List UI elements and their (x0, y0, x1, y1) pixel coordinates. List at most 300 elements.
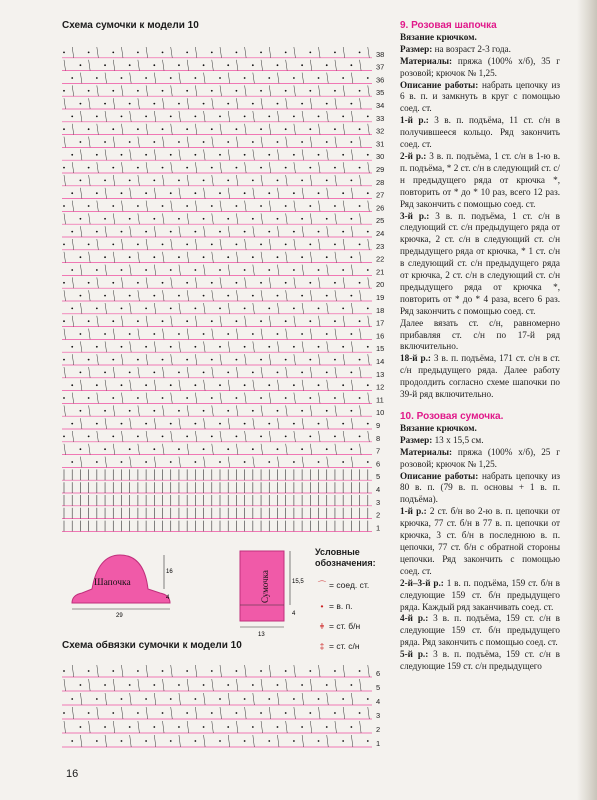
stitch (105, 693, 107, 705)
stitch (171, 393, 173, 404)
left-column (60, 20, 390, 780)
stitch (89, 367, 91, 378)
chain-stitch (121, 269, 123, 271)
stitch (113, 252, 115, 263)
chain-stitch (236, 436, 238, 438)
stitch (154, 149, 156, 160)
stitch (105, 735, 107, 747)
stitch (335, 175, 337, 186)
stitch (360, 721, 362, 733)
stitch (105, 226, 107, 237)
chain-stitch (162, 320, 164, 322)
chain-stitch (268, 346, 270, 348)
stitch (327, 303, 329, 314)
row-number: 26 (376, 203, 385, 213)
stitch (138, 290, 140, 301)
stitch (368, 124, 370, 135)
chain-stitch (178, 684, 180, 686)
chain-stitch (350, 64, 352, 66)
chain-stitch (268, 154, 270, 156)
chain-stitch (63, 397, 65, 399)
chart-row (62, 693, 380, 706)
chain-stitch (293, 740, 295, 742)
chain-stitch (162, 670, 164, 672)
chain-stitch (334, 205, 336, 207)
stitch (368, 431, 370, 442)
stitch (187, 60, 189, 71)
stitch (146, 47, 148, 58)
stitch (294, 239, 296, 250)
stitch (64, 405, 66, 416)
stitch (236, 721, 238, 733)
chain-stitch (137, 205, 139, 207)
chain-stitch (367, 269, 369, 271)
stitch (360, 444, 362, 455)
stitch (228, 457, 230, 468)
stitch (80, 111, 82, 122)
chain-stitch (121, 231, 123, 233)
stitch (335, 252, 337, 263)
stitch (204, 341, 206, 352)
stitch (310, 405, 312, 416)
chain-stitch (112, 52, 114, 54)
chain-stitch (260, 244, 262, 246)
chain-stitch (80, 256, 82, 258)
chain-stitch (178, 295, 180, 297)
stitch (138, 98, 140, 109)
chain-stitch (350, 448, 352, 450)
stitch (351, 303, 353, 314)
chain-stitch (145, 154, 147, 156)
row-number: 32 (376, 126, 385, 136)
chain-stitch (367, 192, 369, 194)
chain-stitch (96, 269, 98, 271)
chain-stitch (121, 346, 123, 348)
chain-stitch (178, 180, 180, 182)
legend (315, 547, 395, 651)
chain-stitch (342, 77, 344, 79)
chain-stitch (301, 141, 303, 143)
chain-stitch (268, 231, 270, 233)
chain-stitch (121, 461, 123, 463)
chain-stitch (203, 180, 205, 182)
stitch (163, 405, 165, 416)
stitch (138, 444, 140, 455)
stitch (89, 721, 91, 733)
stitch (195, 277, 197, 288)
chain-stitch (227, 372, 229, 374)
stitch (327, 111, 329, 122)
stitch (212, 175, 214, 186)
stitch (269, 393, 271, 404)
chain-stitch (367, 231, 369, 233)
stitch (286, 290, 288, 301)
chain-stitch (104, 684, 106, 686)
chain-stitch (162, 205, 164, 207)
chain-stitch (71, 231, 73, 233)
chain-stitch (285, 167, 287, 169)
stitch (89, 137, 91, 148)
legend-text: = ст. б/н (329, 621, 361, 631)
chain-stitch (268, 698, 270, 700)
stitch (212, 290, 214, 301)
chain-stitch (96, 116, 98, 118)
stitch (179, 303, 181, 314)
chain-stitch (244, 192, 246, 194)
stitch (121, 393, 123, 404)
stitch (187, 405, 189, 416)
chain-stitch (186, 670, 188, 672)
stitch (343, 431, 345, 442)
chain-stitch (186, 397, 188, 399)
stitch (179, 457, 181, 468)
stitch (220, 124, 222, 135)
chain-stitch (96, 384, 98, 386)
chart-row (62, 162, 384, 174)
row-number: 6 (376, 459, 381, 469)
stitch (228, 380, 230, 391)
stitch (105, 380, 107, 391)
chain-stitch (104, 295, 106, 297)
chain-stitch (170, 698, 172, 700)
row-number: 1 (376, 739, 381, 748)
page-number: 16 (66, 768, 79, 780)
stitch (80, 149, 82, 160)
stitch (269, 316, 271, 327)
chain-stitch (326, 333, 328, 335)
chart-row (62, 252, 384, 264)
bag-height-label: 15,5 (292, 579, 304, 585)
chain-stitch (309, 282, 311, 284)
stitch (269, 277, 271, 288)
chain-stitch (326, 295, 328, 297)
chain-stitch (334, 436, 336, 438)
stitch (335, 329, 337, 340)
chain-stitch (309, 397, 311, 399)
chain-stitch (129, 64, 131, 66)
stitch (130, 693, 132, 705)
row1-10: 1-й р.: 2 ст. б/н во 2-ю в. п. цепочки от крючка, 77 ст. б/н в 77 в. п. цепочки от крючка, 3 ст. б/н в последнюю в. п. цепочки, 77 ст. б/н с обратной стороны цепочки. Ряд закончить с помощью соед. ст. (400, 506, 560, 576)
stitch (261, 405, 263, 416)
chain-stitch (162, 712, 164, 714)
stitch (72, 354, 74, 365)
chain-stitch (88, 397, 90, 399)
chain-stitch (268, 269, 270, 271)
chain-stitch (236, 320, 238, 322)
stitch (195, 124, 197, 135)
chain-stitch (137, 90, 139, 92)
chain-stitch (112, 670, 114, 672)
chain-stitch (326, 103, 328, 105)
stitch (89, 444, 91, 455)
stitch (146, 316, 148, 327)
stitch (154, 188, 156, 199)
stitch (343, 665, 345, 677)
chart-row (62, 124, 384, 136)
chain-stitch (71, 461, 73, 463)
chain-stitch (301, 64, 303, 66)
stitch (269, 124, 271, 135)
bag-diagram (240, 551, 304, 638)
chain-stitch (342, 154, 344, 156)
chain-stitch (252, 684, 254, 686)
stitch (130, 735, 132, 747)
stitch (130, 457, 132, 468)
chain-stitch (367, 384, 369, 386)
chain-stitch (194, 698, 196, 700)
chain-stitch (219, 740, 221, 742)
stitch (335, 98, 337, 109)
chart-row (62, 521, 380, 533)
stitch (195, 393, 197, 404)
chain-stitch (277, 141, 279, 143)
stitch (171, 162, 173, 173)
chain-stitch (359, 282, 361, 284)
row-number: 5 (376, 683, 381, 692)
chain-stitch (367, 116, 369, 118)
chain-stitch (219, 116, 221, 118)
chain-stitch (112, 712, 114, 714)
stitch (146, 201, 148, 212)
chain-stitch (326, 372, 328, 374)
chain-stitch (277, 726, 279, 728)
stitch (64, 721, 66, 733)
chain-stitch (367, 740, 369, 742)
chain-stitch (309, 712, 311, 714)
stitch (236, 405, 238, 416)
chart-row (62, 469, 380, 481)
chart-row (62, 98, 384, 110)
chain-stitch (350, 103, 352, 105)
further-9: Далее вязать ст. с/н, равномерно прибавляя ст. с/н по 17-й ряд включительно. (400, 317, 560, 352)
stitch (261, 290, 263, 301)
stitch (80, 303, 82, 314)
row1-9: 1-й р.: 3 в. п. подъёма, 11 ст. с/н в получившееся кольцо. Ряд закончить соед. ст. (400, 115, 560, 150)
stitch (171, 316, 173, 327)
chain-stitch (301, 372, 303, 374)
chain-stitch (137, 397, 139, 399)
stitch (80, 226, 82, 237)
chain-stitch (227, 256, 229, 258)
chain-stitch (277, 372, 279, 374)
chain-stitch (129, 372, 131, 374)
stitch (146, 354, 148, 365)
stitch (302, 73, 304, 84)
chain-stitch (112, 397, 114, 399)
chain-stitch (301, 448, 303, 450)
stitch (187, 329, 189, 340)
stitch (179, 418, 181, 429)
row-number: 14 (376, 357, 385, 366)
stitch (319, 201, 321, 212)
row-number: 10 (376, 408, 385, 418)
chain-stitch (359, 712, 361, 714)
chain-stitch (104, 141, 106, 143)
chain-stitch (301, 103, 303, 105)
chain-stitch (162, 436, 164, 438)
chain-stitch (71, 346, 73, 348)
chain-stitch (112, 128, 114, 130)
stitch (97, 665, 99, 677)
stitch (212, 252, 214, 263)
chain-stitch (309, 205, 311, 207)
technique-9: Вязание крючком. (400, 31, 477, 42)
chain-stitch (252, 103, 254, 105)
chart-title: Схема сумочки к модели 10 (62, 20, 199, 31)
stitch (351, 111, 353, 122)
stitch (187, 252, 189, 263)
chain-stitch (129, 295, 131, 297)
chain-stitch (236, 670, 238, 672)
stitch (179, 265, 181, 276)
stitch (146, 393, 148, 404)
stitch (253, 457, 255, 468)
stitch (286, 405, 288, 416)
stitch (220, 201, 222, 212)
stitch (89, 98, 91, 109)
row-number: 2 (376, 510, 381, 520)
chain-stitch (301, 180, 303, 182)
stitch (113, 405, 115, 416)
stitch (368, 201, 370, 212)
stitch (179, 693, 181, 705)
chain-stitch (63, 244, 65, 246)
stitch (154, 341, 156, 352)
row3-9: 3-й р.: 3 в. п. подъёма, 1 ст. с/н в следующий ст. с/н предыдущего ряда от крючка, 2 ст. с/н в следующий ст. с/н предыдущего ряда от крючка, * 1 ст. с/н в следующий ст. с/н предыдущего ряда от крючка, 2 ст. с/н в следующий ст. с/н предыдущего ряда от крючка *, повторить от * до * 4 раза, всего 6 раз. Ряд закончить с помощью соед. ст. (400, 210, 560, 316)
chain-stitch (293, 423, 295, 425)
stitch (253, 693, 255, 705)
stitch (294, 85, 296, 96)
chain-stitch (194, 384, 196, 386)
chart-row (62, 679, 380, 692)
chain-stitch (350, 684, 352, 686)
stitch (319, 239, 321, 250)
chain-stitch (129, 726, 131, 728)
chain-stitch (252, 218, 254, 220)
chain-stitch (367, 423, 369, 425)
stitch (253, 73, 255, 84)
stitch (269, 201, 271, 212)
stitch (195, 707, 197, 719)
stitch (294, 707, 296, 719)
stitch (277, 693, 279, 705)
chain-stitch (301, 333, 303, 335)
chain-stitch (367, 461, 369, 463)
chain-stitch (285, 282, 287, 284)
chain-stitch (203, 218, 205, 220)
stitch (368, 162, 370, 173)
chain-stitch (236, 128, 238, 130)
chart-row (62, 405, 384, 417)
row-number: 20 (376, 280, 385, 290)
stitch (146, 431, 148, 442)
chain-stitch (252, 372, 254, 374)
chain-stitch (227, 141, 229, 143)
legend-item (315, 601, 395, 611)
page-spine-shadow (577, 0, 597, 800)
chart-row (62, 175, 384, 187)
chain-stitch (285, 670, 287, 672)
stitch (121, 239, 123, 250)
chain-stitch (170, 192, 172, 194)
chain-stitch (219, 308, 221, 310)
chain-stitch (80, 295, 82, 297)
stitch (64, 444, 66, 455)
chain-stitch (170, 116, 172, 118)
row-number: 15 (376, 344, 385, 354)
row-number: 5 (376, 472, 381, 482)
stitch (351, 735, 353, 747)
stitch (327, 188, 329, 199)
bag-flap-label: 4 (292, 611, 296, 617)
stitch (154, 303, 156, 314)
chain-stitch (236, 282, 238, 284)
stitch (204, 418, 206, 429)
row-number: 35 (376, 88, 385, 98)
stitch (351, 693, 353, 705)
stitch (236, 252, 238, 263)
chain-stitch (268, 308, 270, 310)
chain-stitch (63, 167, 65, 169)
chain-stitch (170, 269, 172, 271)
stitch (105, 303, 107, 314)
stitch (121, 47, 123, 58)
chain-stitch (244, 77, 246, 79)
stitch (294, 47, 296, 58)
row-number: 33 (376, 113, 385, 123)
stitch (146, 239, 148, 250)
chain-stitch (301, 684, 303, 686)
chart-row (62, 431, 380, 443)
stitch (64, 329, 66, 340)
legend-item (315, 641, 395, 651)
row-number: 27 (376, 190, 385, 200)
chain-stitch (252, 333, 254, 335)
stitch (245, 239, 247, 250)
chain-stitch (359, 436, 361, 438)
stitch (171, 665, 173, 677)
chain-stitch (178, 103, 180, 105)
stitch (113, 213, 115, 224)
stitch (171, 47, 173, 58)
stitch (80, 418, 82, 429)
chain-stitch (178, 256, 180, 258)
chain-stitch (268, 192, 270, 194)
chart-row (62, 213, 384, 225)
stitch (236, 444, 238, 455)
chain-stitch (63, 359, 65, 361)
chain-stitch (236, 244, 238, 246)
stitch (97, 239, 99, 250)
chain-stitch (96, 346, 98, 348)
stitch (310, 367, 312, 378)
stitch (343, 124, 345, 135)
stitch (327, 149, 329, 160)
stitch (245, 47, 247, 58)
stitch (319, 162, 321, 173)
section-title-10: 10. Розовая сумочка. (400, 411, 504, 422)
chain-stitch (137, 320, 139, 322)
chain-stitch (211, 52, 213, 54)
stitch (310, 213, 312, 224)
stitch (286, 252, 288, 263)
stitch (220, 277, 222, 288)
stitch (302, 341, 304, 352)
stitch (245, 665, 247, 677)
stitch (261, 367, 263, 378)
stitch (72, 707, 74, 719)
stitch (138, 721, 140, 733)
